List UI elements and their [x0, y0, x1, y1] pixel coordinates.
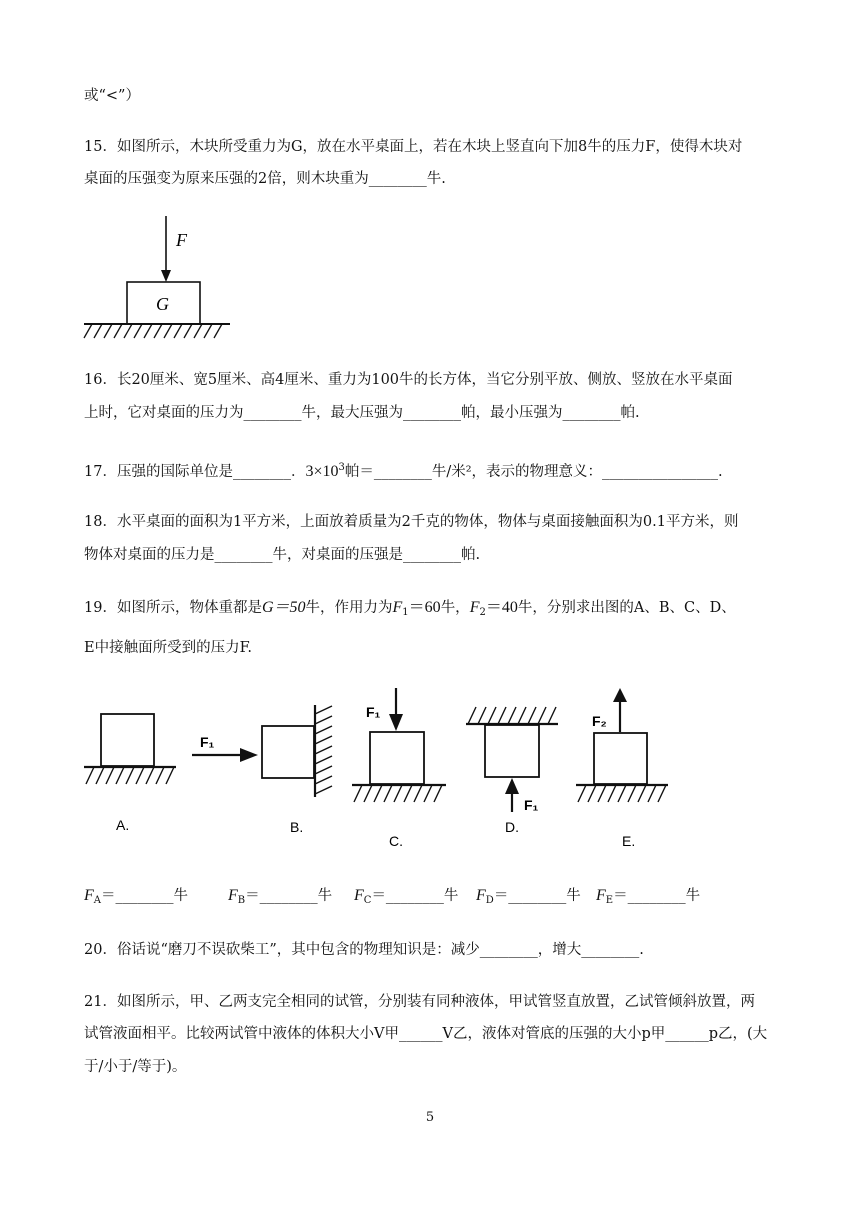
answer-FB-sub: B	[237, 895, 246, 906]
diagram-D	[466, 707, 558, 835]
question-21-line2: 试管液面相平。比较两试管中液体的体积大小V甲______V乙，液体对管底的压强的大小p甲______p乙，(大	[84, 1026, 768, 1042]
answer-FB	[228, 886, 332, 911]
answer-FD-symbol: F	[476, 887, 486, 904]
q19-G: G＝50	[261, 599, 306, 616]
answer-FE-symbol: F	[596, 887, 606, 904]
label-A: A.	[116, 817, 130, 833]
answer-FD-blank: ＝________牛	[493, 888, 581, 904]
answer-FA-sub: A	[93, 895, 102, 906]
force-label-E: F₂	[592, 713, 607, 729]
q17-exponent: 3	[338, 462, 345, 473]
question-16-line1: 16．长20厘米、宽5厘米、高4厘米、重力为100牛的长方体，当它分别平放、侧放、竖放在水平桌面	[84, 372, 733, 388]
answer-FC	[354, 886, 458, 911]
label-E: E.	[622, 833, 636, 849]
force-label-D: F₁	[524, 797, 539, 813]
figure-q19	[0, 680, 860, 860]
q19-F1-val: ＝60	[408, 599, 441, 616]
force-label-B: F₁	[200, 734, 215, 750]
q19-F2-sub: 2	[479, 607, 486, 618]
q19-F1: F	[392, 599, 403, 616]
answer-FE	[596, 886, 700, 911]
label-B: B.	[290, 819, 304, 835]
answer-FA	[84, 886, 188, 911]
question-15-line1: 15．如图所示，木块所受重力为G，放在水平桌面上，若在木块上竖直向下加8牛的压力F，使得木块对	[84, 139, 743, 155]
block-label-G: G	[156, 294, 169, 314]
q19-text-pre: 19．如图所示，物体重都是	[84, 600, 262, 616]
answer-FC-sub: C	[363, 895, 372, 906]
q19-F2: F	[469, 599, 480, 616]
q19-text-mid1: 牛，作用力为	[305, 600, 393, 616]
q19-text-mid2: 牛，	[440, 600, 470, 616]
label-D: D.	[505, 819, 519, 835]
answer-FA-symbol: F	[84, 887, 94, 904]
answer-FC-symbol: F	[354, 887, 364, 904]
q17-math: 3×10	[305, 462, 339, 480]
question-21-line3: 于/小于/等于)。	[84, 1059, 187, 1075]
diagram-B	[192, 705, 332, 835]
question-15-line2: 桌面的压强变为原来压强的2倍，则木块重为________牛.	[84, 171, 446, 187]
q19-F1-sub: 1	[402, 607, 409, 618]
page-number: 5	[425, 1110, 435, 1125]
question-20: 20．俗话说“磨刀不误砍柴工”，其中包含的物理知识是：减少________，增大________.	[84, 942, 644, 958]
answer-FD	[476, 886, 581, 911]
figure-q15	[84, 214, 234, 344]
question-18-line2: 物体对桌面的压力是________牛，对桌面的压强是________帕.	[84, 547, 481, 563]
answer-FB-blank: ＝________牛	[245, 888, 333, 904]
q19-F2-val: ＝40	[485, 599, 518, 616]
force-label-C: F₁	[366, 704, 381, 720]
question-19-line1	[84, 598, 736, 623]
question-17	[84, 458, 723, 482]
answer-FB-symbol: F	[228, 887, 238, 904]
answer-FD-sub: D	[485, 895, 494, 906]
diagram-E	[576, 688, 668, 849]
label-C: C.	[389, 833, 403, 849]
answer-FA-blank: ＝________牛	[101, 888, 189, 904]
force-label-F: F	[176, 230, 187, 250]
text-line: 或“<”）	[84, 88, 140, 104]
answer-FE-blank: ＝________牛	[613, 888, 701, 904]
answer-FC-blank: ＝________牛	[371, 888, 459, 904]
question-16-line2: 上时，它对桌面的压力为________牛，最大压强为________帕，最小压强为________帕.	[84, 405, 640, 421]
q17-text-pre: 17．压强的国际单位是________．	[84, 463, 306, 480]
question-19-line2: E中接触面所受到的压力F.	[84, 640, 252, 656]
q17-text-post: 帕＝________牛/米²，表示的物理意义：________________.	[344, 463, 723, 480]
diagram-A	[84, 714, 176, 833]
q19-text-post: 牛，分别求出图的A、B、C、D、	[517, 600, 736, 616]
question-18-line1: 18．水平桌面的面积为1平方米，上面放着质量为2千克的物体，物体与桌面接触面积为0.1平方米，则	[84, 514, 739, 530]
question-21-line1: 21．如图所示，甲、乙两支完全相同的试管，分别装有同种液体，甲试管竖直放置，乙试管倾斜放置，两	[84, 994, 755, 1010]
answer-FE-sub: E	[605, 895, 614, 906]
diagram-C	[352, 688, 446, 849]
